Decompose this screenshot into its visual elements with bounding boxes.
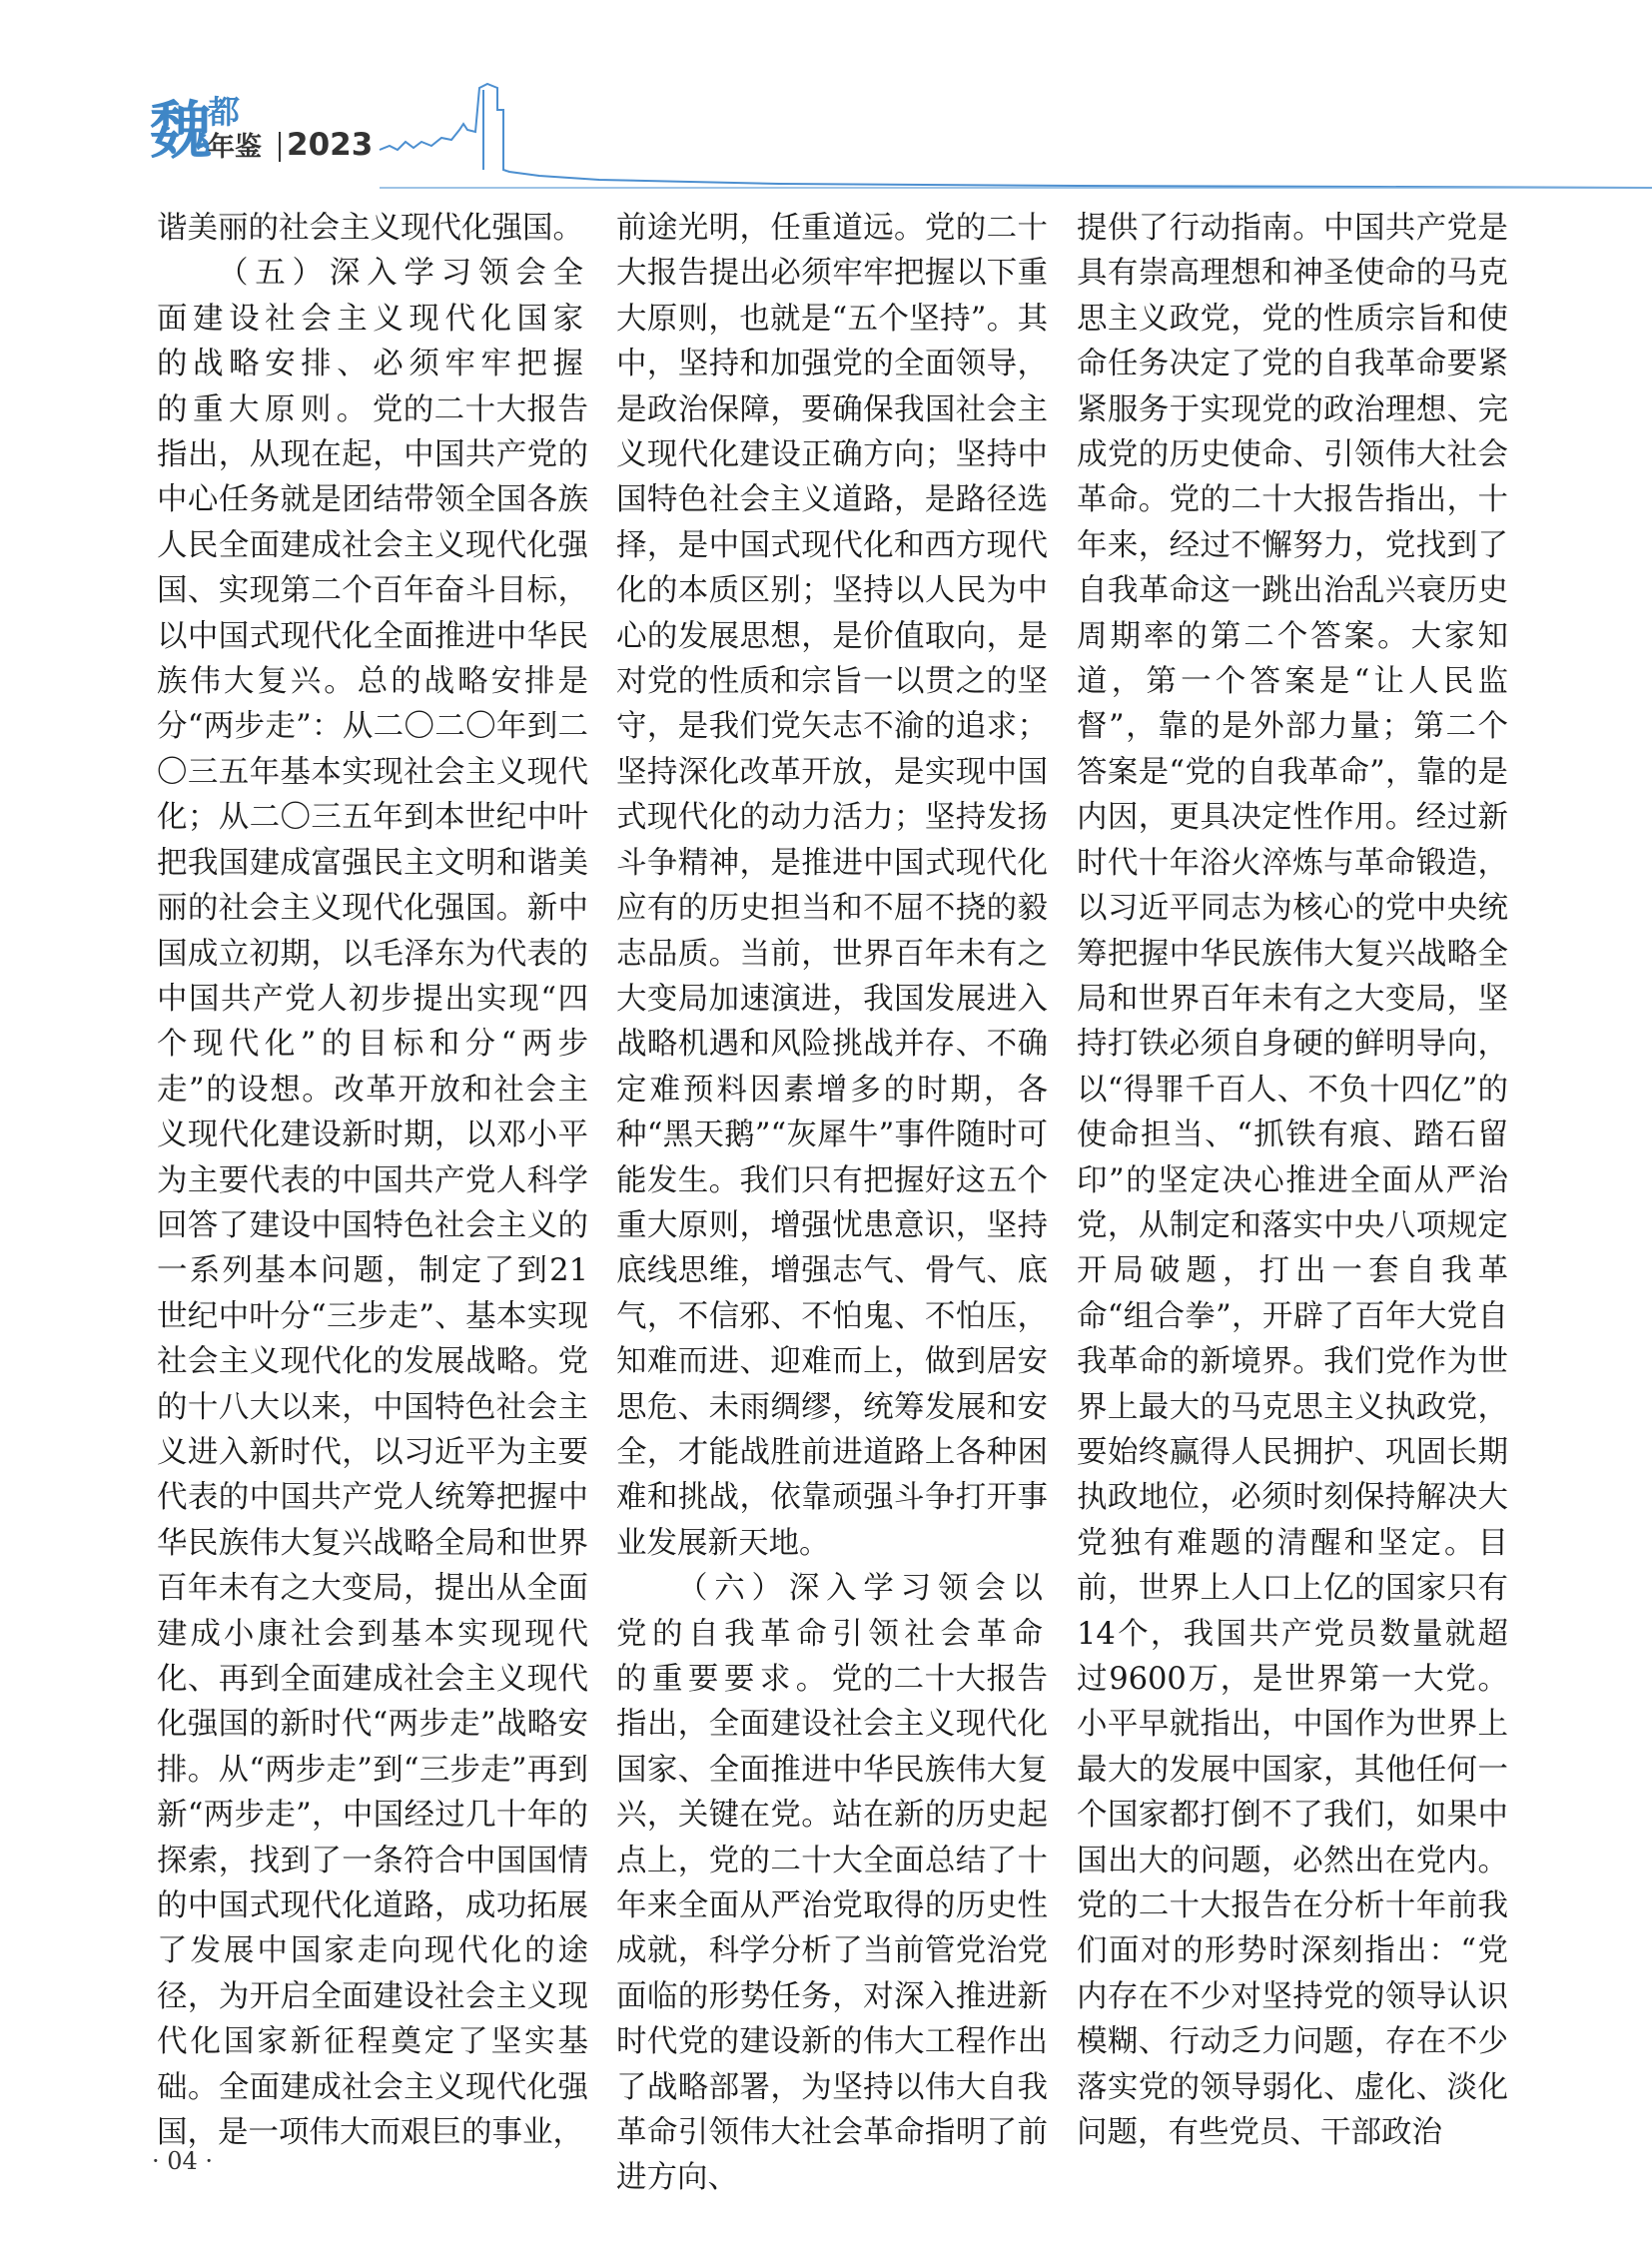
- paragraph-text: 提供了行动指南。中国共产党是具有崇高理想和神圣使命的马克思主义政党，党的性质宗旨和使命任务决定了党的自我革命要紧紧服务于实现党的政治理想、完成党的历史使命、引领伟大社会革命。党的二十大报告指出，十年来，经过不懈努力，党找到了自我革命这一跳出治乱兴衰历史周期率的第二个答案。大家知道，第一个答案是“让人民监督”，靠的是外部力量；第二个答案是“党的自我革命”，靠的是内因，更具决定性作用。经过新时代十年浴火淬炼与革命锻造，以习近平同志为核心的党中央统筹把握中华民族伟大复兴战略全局和世界百年未有之大变局，坚持打铁必须自身硬的鲜明导向，以“得罪千百人、不负十四亿”的使命担当、“抓铁有痕、踏石留印”的坚定决心推进全面从严治党，从制定和落实中央八项规定开局破题，打出一套自我革命“组合拳”，开辟了百年大党自我革命的新境界。我们党作为世界上最大的马克思主义执政党，要始终赢得人民拥护、巩固长期执政地位，必须时刻保持解决大党独有难题的清醒和坚定。目前，世界上人口上亿的国家只有14个，我国共产党员数量就超过9600万，是世界第一大党。小平早就指出，中国作为世界上最大的发展中国家，其他任何一个国家都打倒不了我们，如果中国出大的问题，必然出在党内。党的二十大报告在分析十年前我们面对的形势时深刻指出：“党内存在不少对坚持党的领导认识模糊、行动乏力问题，存在不少落实党的领导弱化、虚化、淡化问题，有些党员、干部政治: [1077, 211, 1508, 2151]
- column-3: [1077, 206, 1508, 2151]
- column-2: [616, 206, 1048, 2196]
- logo-sub-char: 都: [208, 93, 241, 131]
- paragraph: [616, 206, 1048, 1566]
- paragraph-text: 党的二十大报告指出，全面建设社会主义现代化国家、全面推进中华民族伟大复兴，关键在党。站在新的历史起点上，党的二十大全面总结了十年来全面从严治党取得的历史性成就，科学分析了当前管党治党面临的形势任务，对深入推进新时代党的建设新的伟大工程作出了战略部署，为坚持以伟大自我革命引领伟大社会革命指明了前进方向、: [616, 1662, 1048, 2196]
- paragraph: [616, 1566, 1048, 2201]
- logo-name: 年鉴: [208, 132, 262, 163]
- paragraph-text: 前途光明，任重道远。党的二十大报告提出必须牢牢把握以下重大原则，也就是“五个坚持”。其中，坚持和加强党的全面领导，是政治保障，要确保我国社会主义现代化建设正确方向；坚持中国特色社会主义道路，是路径选择，是中国式现代化和西方现代化的本质区别；坚持以人民为中心的发展思想，是价值取向，是对党的性质和宗旨一以贯之的坚守，是我们党矢志不渝的追求；坚持深化改革开放，是实现中国式现代化的动力活力；坚持发扬斗争精神，是推进中国式现代化应有的历史担当和不屈不挠的毅志品质。当前，世界百年未有之大变局加速演进，我国发展进入战略机遇和风险挑战并存、不确定难预料因素增多的时期，各种“黑天鹅”“灰犀牛”事件随时可能发生。我们只有把握好这五个重大原则，增强忧患意识，坚持底线思维，增强志气、骨气、底气，不信邪、不怕鬼、不怕压，知难而进、迎难而上，做到居安思危、未雨绸缪，统筹发展和安全，才能战胜前进道路上各种困难和挑战，依靠顽强斗争打开事业发展新天地。: [616, 211, 1048, 1561]
- logo-separator: [279, 132, 281, 162]
- paragraph: [1077, 206, 1508, 2155]
- logo-year: 2023: [287, 127, 374, 163]
- paragraph-text: 党的二十大报告指出，从现在起，中国共产党的中心任务就是团结带领全国各族人民全面建成社会主义现代化强国、实现第二个百年奋斗目标，以中国式现代化全面推进中华民族伟大复兴。总的战略安排是分“两步走”：从二〇二〇年到二〇三五年基本实现社会主义现代化；从二〇三五年到本世纪中叶把我国建成富强民主文明和谐美丽的社会主义现代化强国。新中国成立初期，以毛泽东为代表的中国共产党人初步提出实现“四个现代化”的目标和分“两步走”的设想。改革开放和社会主义现代化建设新时期，以邓小平为主要代表的中国共产党人科学回答了建设中国特色社会主义的一系列基本问题，制定了到21世纪中叶分“三步走”、基本实现社会主义现代化的发展战略。党的十八大以来，中国特色社会主义进入新时代，以习近平为主要代表的中国共产党人统筹把握中华民族伟大复兴战略全局和世界百年未有之大变局，提出从全面建成小康社会到基本实现现代化、再到全面建成社会主义现代化强国的新时代“两步走”战略安排。从“两步走”到“三步走”再到新“两步走”，中国经过几十年的探索，找到了一条符合中国国情的中国式现代化道路，成功拓展了发展中国家走向现代化的途径，为开启全面建设社会主义现代化国家新征程奠定了坚实基础。全面建成社会主义现代化强国，是一项伟大而艰巨的事业，: [157, 391, 588, 2151]
- logo-main-char: 魏: [150, 94, 213, 167]
- column-1: [157, 206, 588, 2151]
- paragraph: [157, 251, 588, 2155]
- skyline-decoration: [380, 80, 1652, 190]
- section-heading: （六）深入学习领会以党的自我革命引领社会革命的重要要求。: [616, 1571, 1048, 1697]
- page-number: · 04 ·: [152, 2147, 214, 2175]
- paragraph-text: 谐美丽的社会主义现代化强国。: [157, 211, 583, 246]
- paragraph: [157, 206, 588, 251]
- section-heading: （五）深入学习领会全面建设社会主义现代化国家的战略安排、必须牢牢把握的重大原则。: [157, 256, 588, 427]
- page-header: [0, 0, 1652, 200]
